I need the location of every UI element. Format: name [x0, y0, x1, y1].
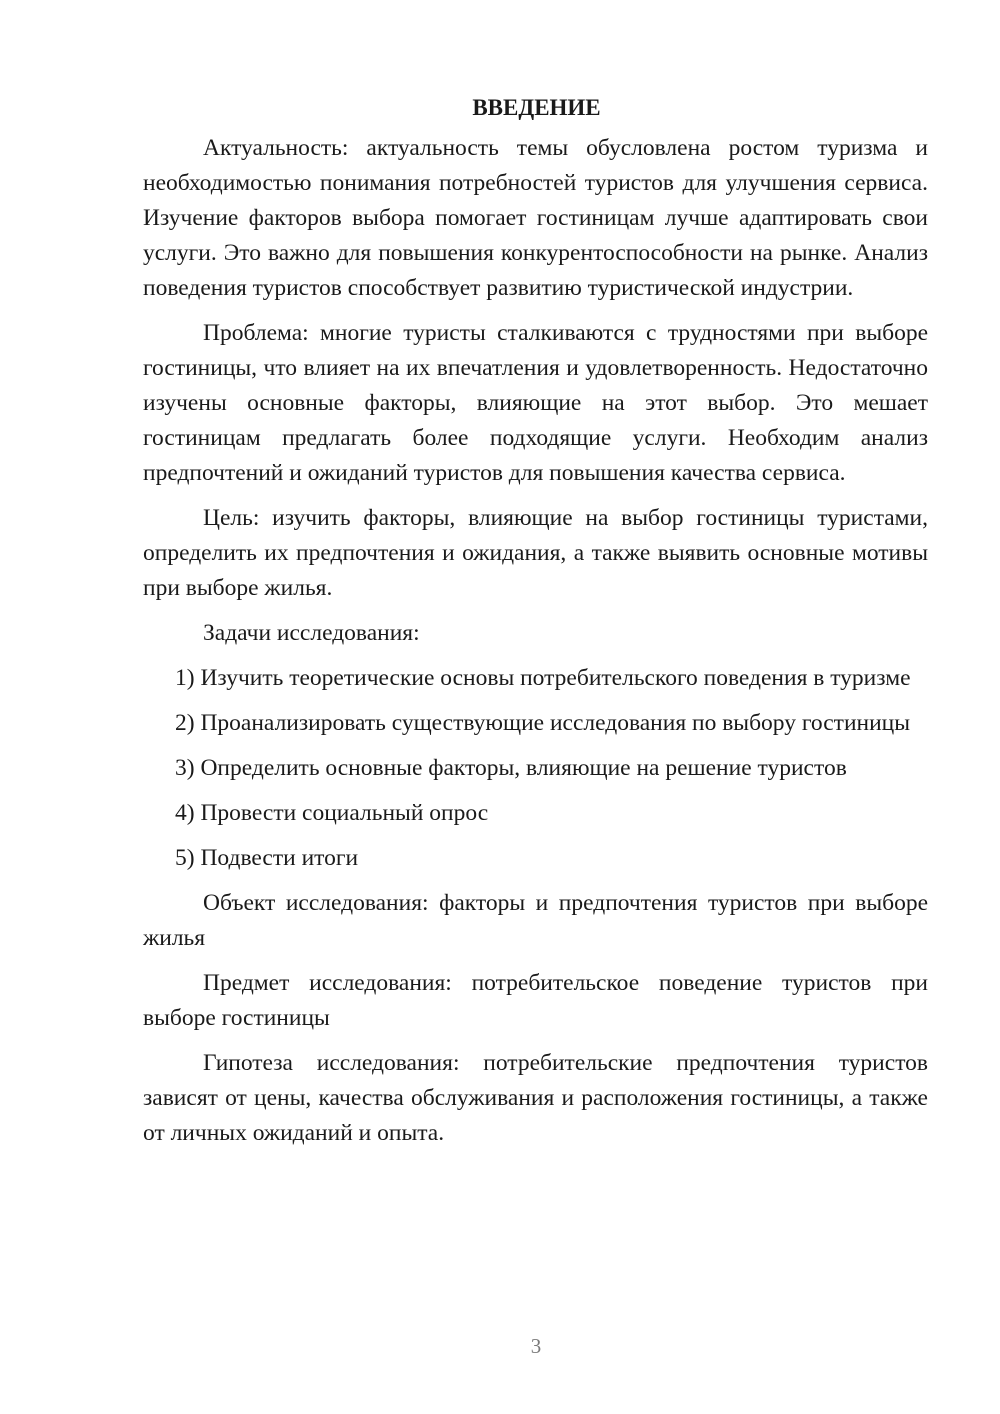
problem-paragraph: Проблема: многие туристы сталкиваются с трудностями при выборе гостиницы, что влияет на их впечатления и удовлетворенность. Недостаточно изучены основные факторы, влияющие на этот выбор. Это мешает гостиницам предлагать более подходящие услуги. Необходим анализ предпочтений и ожиданий туристов для повышения качества сервиса. — [143, 320, 928, 486]
hypothesis-paragraph: Гипотеза исследования: потребительские предпочтения туристов зависят от цены, качества обслуживания и расположения гостиницы, а также от личных ожиданий и опыта. — [143, 1050, 928, 1146]
section-title: ВВЕДЕНИЕ — [472, 95, 601, 120]
task-item-1: 1) Изучить теоретические основы потребительского поведения в туризме — [175, 665, 911, 691]
goal-paragraph: Цель: изучить факторы, влияющие на выбор гостиницы туристами, определить их предпочтения и ожидания, а также выявить основные мотивы при выборе жилья. — [143, 505, 928, 601]
task-item-4: 4) Провести социальный опрос — [175, 800, 489, 826]
object-paragraph: Объект исследования: факторы и предпочтения туристов при выборе жилья — [143, 890, 928, 951]
page-number: 3 — [530, 1334, 542, 1358]
relevance-paragraph: Актуальность: актуальность темы обусловлена ростом туризма и необходимостью понимания потребностей туристов для улучшения сервиса. Изучение факторов выбора помогает гостиницам лучше адаптировать свои услуги. Это важно для повышения конкурентоспособности на рынке. Анализ поведения туристов способствует развитию туристической индустрии. — [143, 135, 928, 301]
task-item-2: 2) Проанализировать существующие исследования по выбору гостиницы — [175, 710, 911, 736]
task-item-3: 3) Определить основные факторы, влияющие на решение туристов — [175, 755, 847, 781]
page-content — [143, 90, 928, 1161]
subject-paragraph: Предмет исследования: потребительское поведение туристов при выборе гостиницы — [143, 970, 928, 1031]
tasks-heading: Задачи исследования: — [203, 620, 420, 646]
task-item-5: 5) Подвести итоги — [175, 845, 359, 871]
